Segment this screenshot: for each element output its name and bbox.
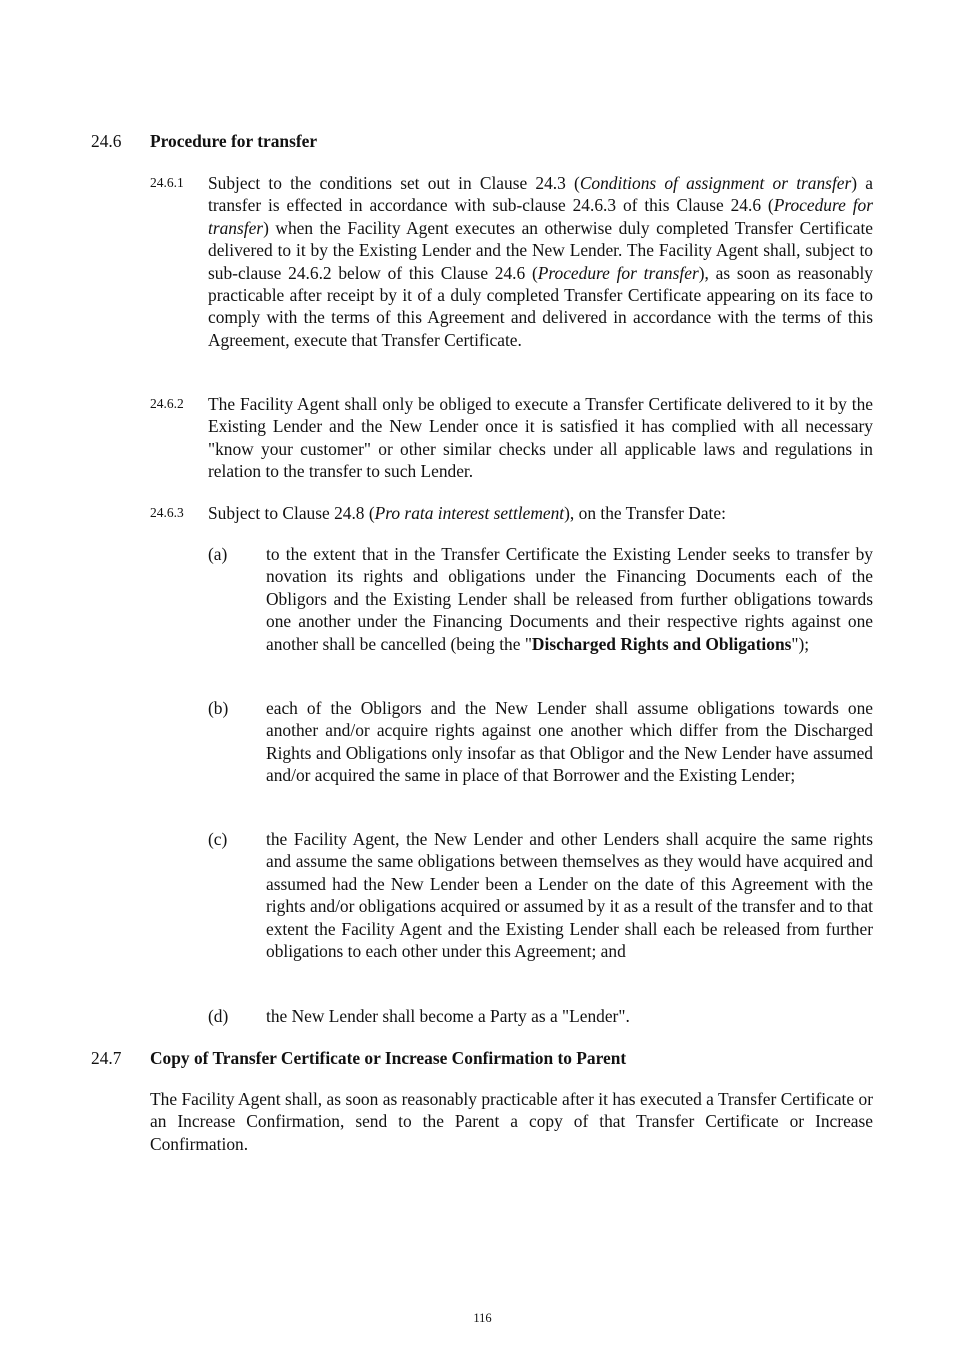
subclause-number-24-6-3: 24.6.3 [150,505,184,520]
list-item-b-text: each of the Obligors and the New Lender shall assume obligations towards one another and/or acquire rights against one another which differ from the Discharged Rights and Obligations only insofar as that Obligor and the New Lender have assumed and/or acquired the same in place of that Borrower and the Existing Lender; [266,698,873,786]
list-item-d-text: the New Lender shall become a Party as a "Lender". [266,1006,630,1026]
clause-number-24-7: 24.7 [91,1048,122,1068]
subclause-24-6-2-text: The Facility Agent shall only be obliged to execute a Transfer Certificate delivered to it by the Existing Lender and the New Lender once it is satisfied it has complied with all necessary "know your customer" or other similar checks under all applicable laws and regulations in relation to the transfer to such Lender. [208,394,873,482]
list-item-marker-d: (d) [208,1006,229,1026]
list-item-a-text: to the extent that in the Transfer Certificate the Existing Lender seeks to transfer by novation its rights and obligations under the Financing Documents each of the Obligors and the Existing Lender shall be released from further obligations towards one another under the Financing Documents and their respective rights against one another shall be cancelled (being the "Discharged Rights and Obligations"); [266,544,873,654]
subclause-24-6-3-intro: Subject to Clause 24.8 (Pro rata interest settlement), on the Transfer Date: [208,503,726,523]
subclause-24-6-1-text: Subject to the conditions set out in Clause 24.3 (Conditions of assignment or transfer) a transfer is effected in accordance with sub-clause 24.6.3 of this Clause 24.6 (Procedure for transfer) when the Facility Agent executes an otherwise duly completed Transfer Certificate delivered to it by the Existing Lender and the New Lender. The Facility Agent shall, subject to sub-clause 24.6.2 below of this Clause 24.6 (Procedure for transfer), as soon as reasonably practicable after receipt by it of a duly completed Transfer Certificate appearing on its face to comply with the terms of this Agreement and delivered in accordance with the terms of this Agreement, execute that Transfer Certificate. [208,173,873,350]
list-item-c-text: the Facility Agent, the New Lender and other Lenders shall acquire the same rights and assume the same obligations between themselves as they would have acquired and assumed had the New Lender been a Lender on the date of this Agreement with the rights and/or obligations acquired or assumed by it as a result of the transfer and to that extent the Facility Agent and the Existing Lender shall each be released from further obligations to each other under this Agreement; and [266,829,873,962]
subclause-number-24-6-2: 24.6.2 [150,396,184,411]
list-item-marker-b: (b) [208,698,229,718]
clause-title-procedure-for-transfer: Procedure for transfer [150,131,318,151]
page-number: 116 [473,1311,492,1325]
clause-24-7-text: The Facility Agent shall, as soon as reasonably practicable after it has executed a Transfer Certificate or an Increase Confirmation, send to the Parent a copy of that Transfer Certificate or Increase Confirmation. [150,1089,873,1154]
list-item-marker-a: (a) [208,544,228,564]
clause-title-copy-of-transfer-certificate: Copy of Transfer Certificate or Increase Confirmation to Parent [150,1048,627,1068]
subclause-number-24-6-1: 24.6.1 [150,175,184,190]
list-item-marker-c: (c) [208,829,228,849]
clause-number-24-6: 24.6 [91,131,122,151]
